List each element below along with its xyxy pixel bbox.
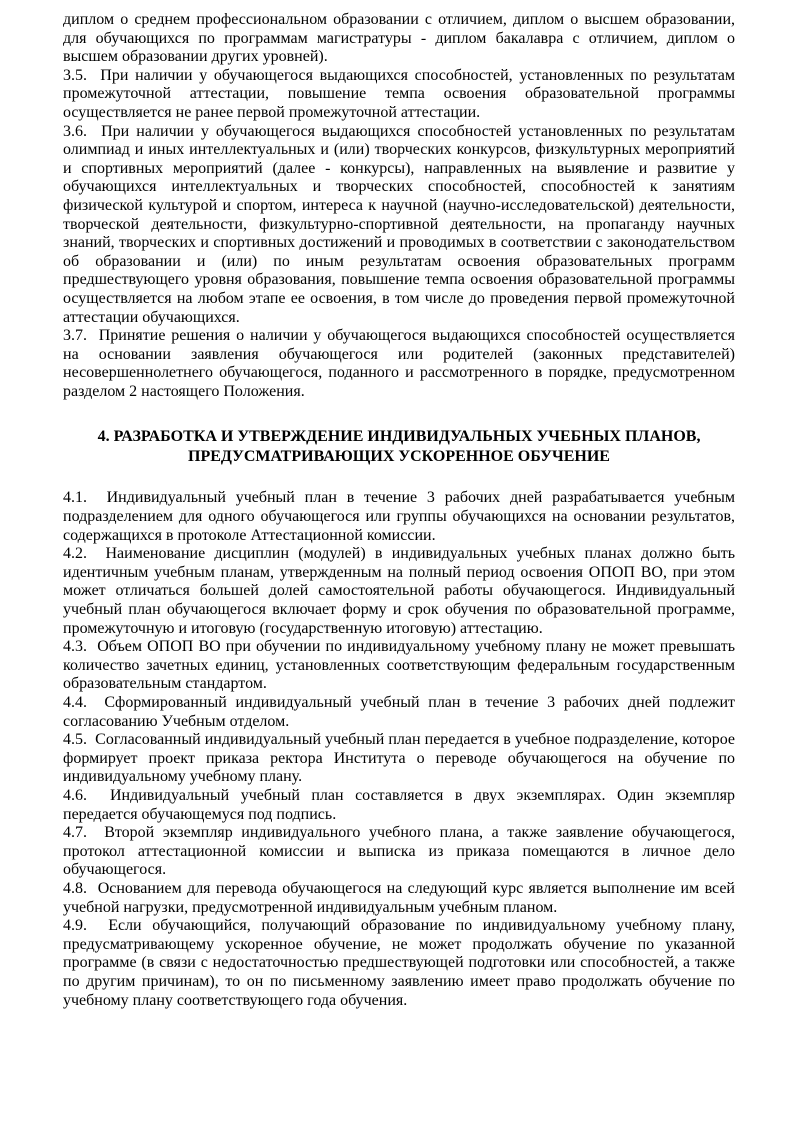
paragraph-4-3: 4.3. Объем ОПОП ВО при обучении по индивидуальному учебному плану не может превышать количество зачетных единиц, установленных соответствующим федеральным государственным образовательным стандартом. bbox=[63, 638, 735, 693]
paragraph-4-6: 4.6. Индивидуальный учебный план составляется в двух экземплярах. Один экземпляр передается обучающемуся под подпись. bbox=[63, 786, 735, 823]
paragraph-3-7: 3.7. Принятие решения о наличии у обучающегося выдающихся способностей осуществляется на основании заявления обучающегося или родителей (законных представителей) несовершеннолетнего обучающегося, поданного и рассмотренного в порядке, предусмотренном разделом 2 настоящего Положения. bbox=[63, 327, 735, 400]
section-4-heading bbox=[63, 427, 735, 466]
paragraph-4-7: 4.7. Второй экземпляр индивидуального учебного плана, а также заявление обучающегося, протокол аттестационной комиссии и выписка из приказа помещаются в личное дело обучающегося. bbox=[63, 824, 735, 879]
paragraph-3-6: 3.6. При наличии у обучающегося выдающихся способностей установленных по результатам олимпиад и иных интеллектуальных и (или) творческих конкурсов, физкультурных мероприятий и спортивных мероприятий (далее - конкурсы), направленных на выявление и развитие у обучающихся интеллектуальных и творческих способностей, способностей к занятиям физической культурой и спортом, интереса к научной (научно-исследовательской) деятельности, творческой деятельности, физкультурно-спортивной деятельности, на пропаганду научных знаний, творческих и спортивных достижений и проводимых в соответствии с законодательством об образовании и (или) по иным результатам освоения образовательных программ предшествующего уровня образования, повышение темпа освоения образовательной программы осуществляется на любом этапе ее освоения, в том числе до проведения первой промежуточной аттестации обучающихся. bbox=[63, 122, 735, 326]
section-4-heading-line2: ПРЕДУСМАТРИВАЮЩИХ УСКОРЕННОЕ ОБУЧЕНИЕ bbox=[188, 447, 610, 465]
paragraph-3-5: 3.5. При наличии у обучающегося выдающихся способностей, установленных по результатам промежуточной аттестации, повышение темпа освоения образовательной программы осуществляется не ранее первой промежуточной аттестации. bbox=[63, 66, 735, 121]
paragraph-4-4: 4.4. Сформированный индивидуальный учебный план в течение 3 рабочих дней подлежит согласованию Учебным отделом. bbox=[63, 694, 735, 730]
paragraph-4-9: 4.9. Если обучающийся, получающий образование по индивидуальному учебному плану, предусматривающему ускоренное обучение, не может продолжать обучение по указанной программе (в связи с недостаточностью предшествующей подготовки или способностей, а также по другим причинам), то он по письменному заявлению имеет право продолжать обучение по учебному плану соответствующего года обучения. bbox=[63, 917, 735, 1009]
paragraph-4-2: 4.2. Наименование дисциплин (модулей) в индивидуальных учебных планах должно быть идентичным учебным планам, утвержденным на полный период освоения ОПОП ВО, при этом может отличаться большей долей самостоятельной работы обучающегося. Индивидуальный учебный план обучающегося включает форму и срок обучения по образовательной программе, промежуточную и итоговую (государственную итоговую) аттестацию. bbox=[63, 545, 735, 637]
section-4-heading-line1: 4. РАЗРАБОТКА И УТВЕРЖДЕНИЕ ИНДИВИДУАЛЬНЫХ УЧЕБНЫХ ПЛАНОВ, bbox=[97, 428, 701, 446]
paragraph-4-5: 4.5. Согласованный индивидуальный учебный план передается в учебное подразделение, которое формирует проект приказа ректора Института о переводе обучающегося на обучение по индивидуальному учебному плану. bbox=[63, 731, 735, 786]
paragraph-continuation: диплом о среднем профессиональном образовании с отличием, диплом о высшем образовании, для обучающихся по программам магистратуры - диплом бакалавра с отличием, диплом о высшем образовании других уровней). bbox=[63, 11, 735, 66]
paragraph-4-1: 4.1. Индивидуальный учебный план в течение 3 рабочих дней разрабатывается учебным подразделением для одного обучающегося или группы обучающихся на основании результатов, содержащихся в протоколе Аттестационной комиссии. bbox=[63, 489, 735, 544]
paragraph-4-8: 4.8. Основанием для перевода обучающегося на следующий курс является выполнение им всей учебной нагрузки, предусмотренной индивидуальным учебным планом. bbox=[63, 879, 735, 916]
